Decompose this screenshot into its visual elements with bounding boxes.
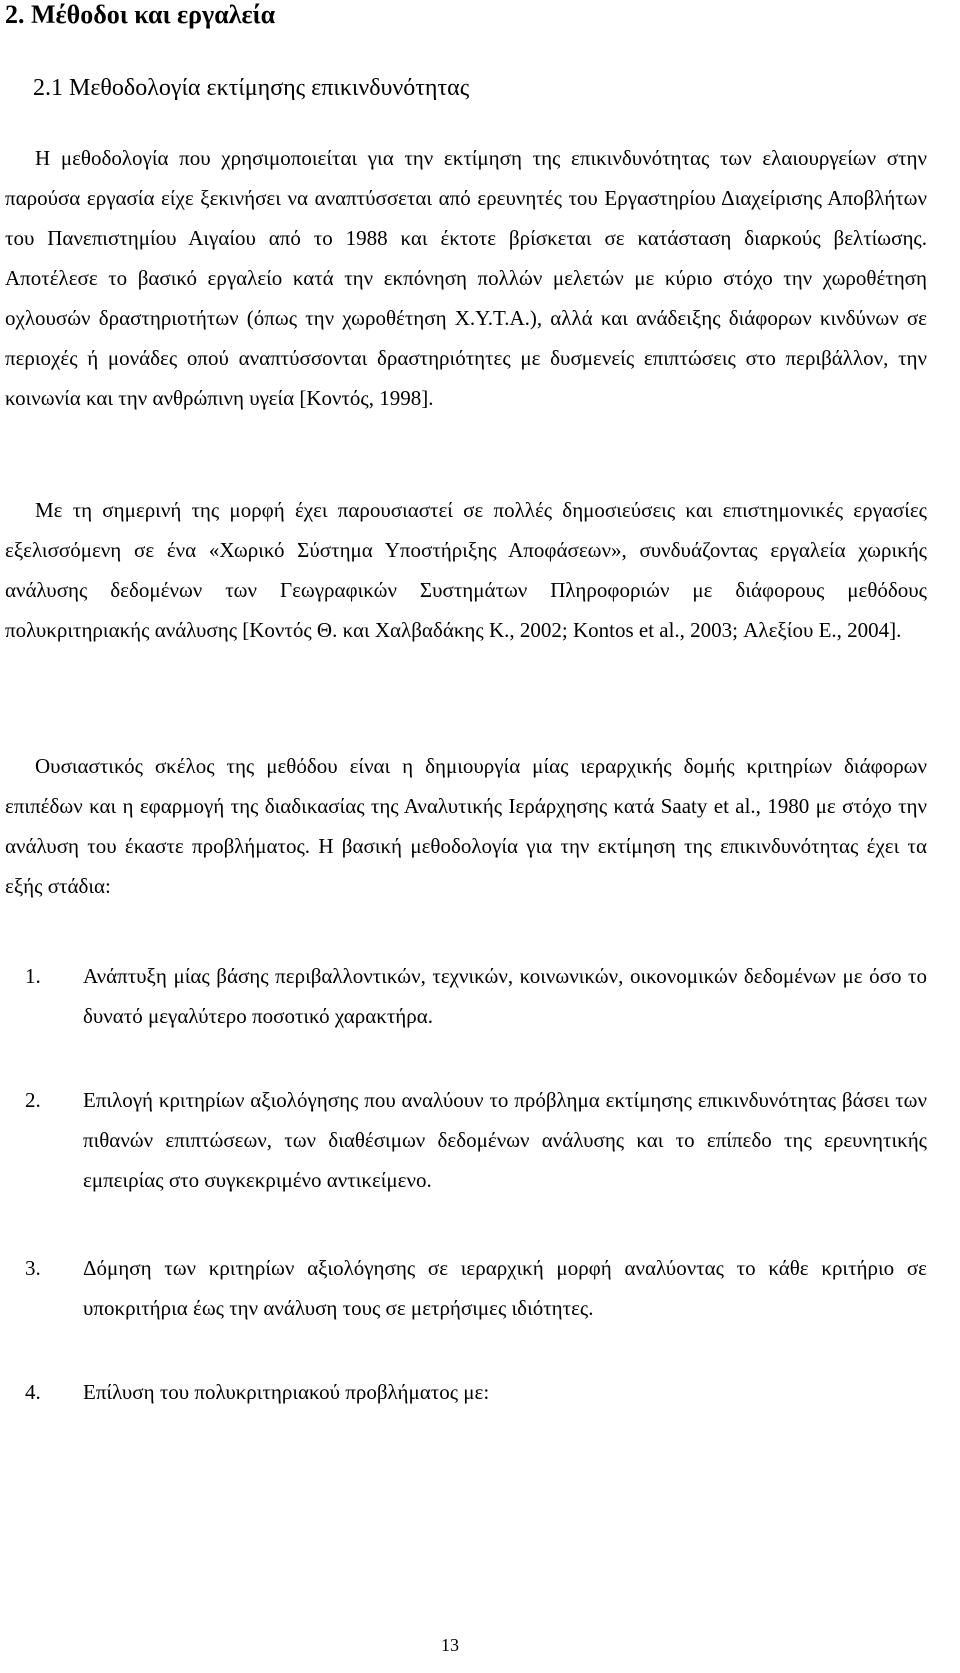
- page-number: 13: [441, 1635, 459, 1655]
- paragraph-intro: [5, 138, 927, 418]
- paragraph-methodology: [5, 746, 927, 906]
- paragraph-text: Με τη σημερινή της μορφή έχει παρουσιαστεί σε πολλές δημοσιεύσεις και επιστημονικές εργασίες εξελισσόμενη σε ένα «Χωρικό Σύστημα Υποστήριξης Αποφάσεων», συνδυάζοντας εργαλεία χωρικής ανάλυσης δεδομένων των Γεωγραφικών Συστημάτων Πληροφοριών με διάφορους μεθόδους πολυκριτηριακής ανάλυσης [Κοντός Θ. και Χαλβαδάκης Κ., 2002; Kontos et al., 2003; Αλεξίου Ε., 2004].: [5, 498, 927, 642]
- subsection-heading: 2.1 Μεθοδολογία εκτίμησης επικινδυνότητας: [33, 75, 470, 101]
- stage-number: 1.: [25, 964, 41, 988]
- paragraph-current-form: [5, 490, 927, 650]
- paragraph-text: Ουσιαστικός σκέλος της μεθόδου είναι η δημιουργία μίας ιεραρχικής δομής κριτηρίων διάφορων επιπέδων και η εφαρμογή της διαδικασίας της Αναλυτικής Ιεράρχησης κατά Saaty et al., 1980 με στόχο την ανάλυση του έκαστε προβλήματος. Η βασική μεθοδολογία για την εκτίμηση της επικινδυνότητας έχει τα εξής στάδια:: [5, 754, 927, 898]
- stage-text: Επίλυση του πολυκριτηριακού προβλήματος με:: [83, 1380, 490, 1404]
- stage-number: 2.: [25, 1088, 41, 1112]
- stage-text: Ανάπτυξη μίας βάσης περιβαλλοντικών, τεχνικών, κοινωνικών, οικονομικών δεδομένων με όσο το δυνατό μεγαλύτερο ποσοτικό χαρακτήρα.: [83, 964, 927, 1028]
- paragraph-text: Η μεθοδολογία που χρησιμοποιείται για την εκτίμηση της επικινδυνότητας των ελαιουργείων στην παρούσα εργασία είχε ξεκινήσει να αναπτύσσεται από ερευνητές του Εργαστηρίου Διαχείρισης Αποβλήτων του Πανεπιστημίου Αιγαίου από το 1988 και έκτοτε βρίσκεται σε κατάσταση διαρκούς βελτίωσης. Αποτέλεσε το βασικό εργαλείο κατά την εκπόνηση πολλών μελετών με κύριο στόχο την χωροθέτηση οχλουσών δραστηριοτήτων (όπως την χωροθέτηση Χ.Υ.Τ.Α.), αλλά και ανάδειξης διάφορων κινδύνων σε περιοχές ή μονάδες οπού αναπτύσσονται δραστηριότητες με δυσμενείς επιπτώσεις στο περιβάλλον, την κοινωνία και την ανθρώπινη υγεία [Κοντός, 1998].: [5, 146, 927, 410]
- section-heading: 2. Μέθοδοι και εργαλεία: [5, 0, 276, 29]
- stage-text: Δόμηση των κριτηρίων αξιολόγησης σε ιεραρχική μορφή αναλύοντας το κάθε κριτήριο σε υποκριτήρια έως την ανάλυση τους σε μετρήσιμες ιδιότητες.: [83, 1256, 927, 1320]
- stage-text: Επιλογή κριτηρίων αξιολόγησης που αναλύουν το πρόβλημα εκτίμησης επικινδυνότητας βάσει των πιθανών επιπτώσεων, των διαθέσιμων δεδομένων ανάλυσης και το επίπεδο της ερευνητικής εμπειρίας στο συγκεκριμένο αντικείμενο.: [83, 1088, 927, 1192]
- stage-number: 4.: [25, 1380, 41, 1404]
- stage-number: 3.: [25, 1256, 41, 1280]
